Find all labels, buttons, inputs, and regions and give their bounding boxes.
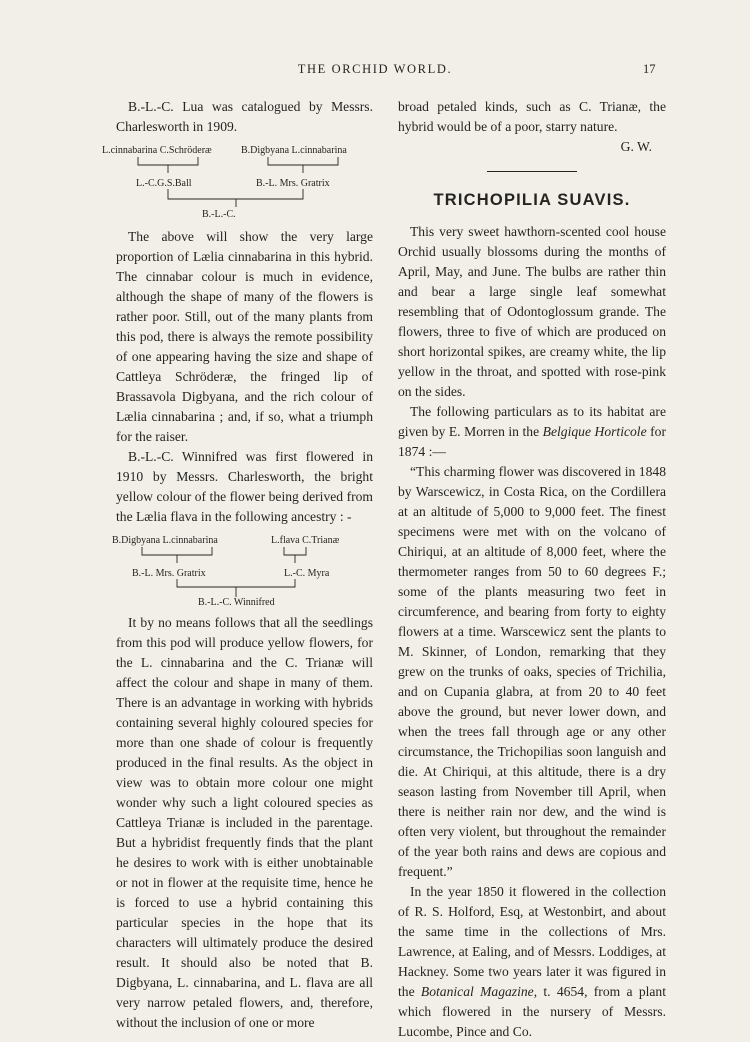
page-number: 17 — [643, 62, 656, 76]
paragraph-description: This very sweet hawthorn-scented cool house Orchid usually blossoms during the months of April, May, and June. The bulbs are rather thin and bear a large single leaf somewhat resembling that of Odontoglossum grande. The flowers, three to five of which are produced on short horizontal spikes, are creamy white, the lip yellow in the throat, and spotted with rose-pink on the sides. — [398, 224, 666, 399]
paragraph-quote: “This charming flower was discovered in 1848 by Warscewicz, in Costa Rica, on the Cordillera at an altitude of 5,000 to 9,000 feet. The finest specimens were met with on the volcano of Chiriqui, at an altitude of 8,000 feet, where the thermometer ranges from 50 to 60 degrees F.; some of the plants measuring two feet in circumference, and bearing from forty to eighty flowers at a time. Warscewicz sent the plants to M. Skinner, of London, remarking that they grew on the trunks of oaks, species of Trichilia, and on Cupania glabra, at from 20 to 40 feet above the ground, but never lower down, and when the trees fall through age or any other circumstance, the Trichopilias soon languish and die. At Chiriqui, at this altitude, there is a dry season lasting from November till April, when there is neither rain nor dew, and the wind is often very violent, but throughout the remainder of the year both rains and dews are copious and frequent.” — [398, 464, 666, 879]
tree-child-a: L.-C.G.S.Ball — [136, 178, 192, 189]
page-header — [0, 62, 750, 82]
habitat-text-end: for 1874 :— — [398, 424, 667, 459]
tree2-child-b: L.-C. Myra — [284, 568, 330, 579]
section-divider — [487, 171, 577, 172]
left-column — [102, 97, 373, 1033]
tree2-parent-b: L.flava C.Trianæ — [271, 535, 340, 546]
paragraph-habitat-intro — [398, 402, 666, 462]
habitat-text: The following particulars as to its habitat are given by E. Morren in the — [398, 404, 666, 439]
paragraph-proportion: The above will show the very large proportion of Lælia cinnabarina in this hybrid. The cinnabar colour is much in evidence, although the shape of many of the flowers is rather poor. Still, out of the many plants from this pod, there is always the remote possibility of one appearing having the size and shape of Cattleya Schröderæ, the fringed lip of Brassavola Digbyana, and the rich colour of Lælia cinnabarina ; and, if so, what a triumph for the raiser. — [116, 229, 373, 444]
running-title: THE ORCHID WORLD. — [297, 62, 453, 76]
paragraph-lua: B.-L.-C. Lua was catalogued by Messrs. Charlesworth in 1909. — [116, 99, 373, 134]
paragraph-winnifred: B.-L.-C. Winnifred was first flowered in 1910 by Messrs. Charlesworth, the bright yellow colour of the flower being derived from the Lælia flava in the following ancestry : - — [116, 449, 373, 524]
history-text-end: , t. 4654, from a plant which flowered in the nursery of Messrs. Lucombe, Pince and Co. — [398, 984, 667, 1039]
paragraph-continued: broad petaled kinds, such as C. Trianæ, the hybrid would be of a poor, starry nature. — [398, 99, 666, 134]
author-signature: G. W. — [620, 139, 652, 154]
magazine-title: Botanical Magazine — [420, 984, 534, 999]
tree2-parent-a: B.Digbyana L.cinnabarina — [112, 535, 218, 546]
ancestry-tree-lua — [102, 143, 373, 221]
tree2-child-a: B.-L. Mrs. Gratrix — [132, 568, 206, 579]
tree-result: B.-L.-C. — [202, 209, 236, 220]
paragraph-history — [398, 882, 666, 1042]
tree2-result: B.-L.-C. Winnifred — [198, 597, 275, 608]
tree-parent-a: L.cinnabarina C.Schröderæ — [102, 145, 212, 156]
right-column — [398, 97, 666, 1042]
paragraph-seedlings: It by no means follows that all the seedlings from this pod will produce yellow flowers, for the L. cinnabarina and the C. Trianæ will affect the colour and shape in many of them. There is an advantage in working with hybrids containing several highly coloured species for more than one shade of colour is frequently produced in the final results. As the object in view was to obtain more colour one might wonder why such a light coloured species as Cattleya Trianæ is included in the parentage. But a hybridist frequently finds that the plant he desires to work with is either unobtainable or not in flower at the requisite time, hence he is forced to use a hybrid containing this particular species in the hope that its characters will ultimately produce the desired result. It should also be noted that B. Digbyana, L. cinnabarina, and L. flava are all very narrow petaled flowers, and, therefore, without the inclusion of one or more — [116, 615, 373, 1030]
journal-title: Belgique Horticole — [542, 424, 647, 439]
ancestry-tree-winnifred — [112, 533, 373, 609]
tree-child-b: B.-L. Mrs. Gratrix — [256, 178, 330, 189]
tree-parent-b: B.Digbyana L.cinnabarina — [241, 145, 347, 156]
article-title: TRICHOPILIA SUAVIS. — [433, 191, 631, 209]
history-text: In the year 1850 it flowered in the collection of R. S. Holford, Esq, at Westonbirt, and about the same time in the collections of Mrs. Lawrence, at Ealing, and of Messrs. Loddiges, at Hackney. Some two years later it was figured in the — [398, 884, 666, 999]
